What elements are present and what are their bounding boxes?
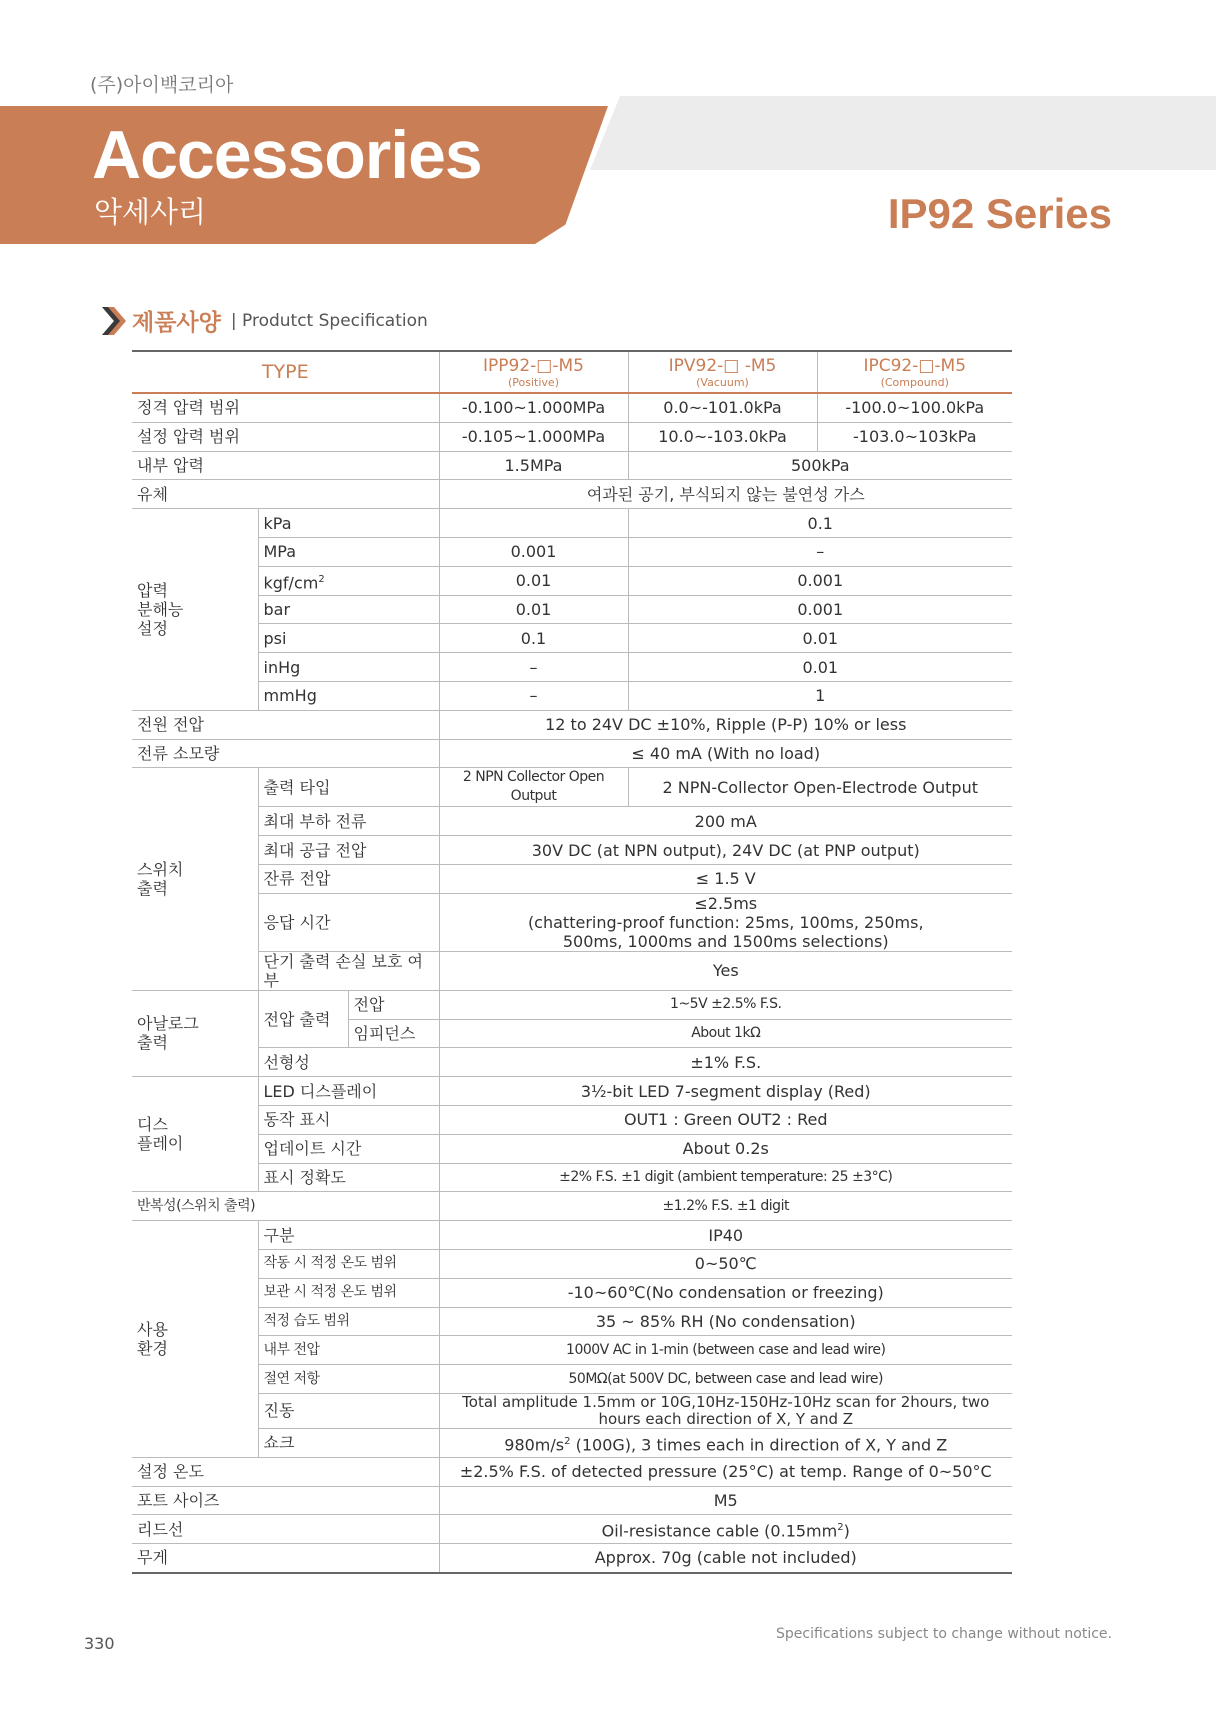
- table-row: 디스 플레이 LED 디스플레이 3½-bit LED 7-segment display (Red): [132, 1077, 1012, 1106]
- table-row: 업데이트 시간 About 0.2s: [132, 1134, 1012, 1163]
- table-row: 적정 습도 범위 35 ~ 85% RH (No condensation): [132, 1307, 1012, 1336]
- table-row: 스위치 출력 출력 타입 2 NPN Collector Open Output 2 NPN-Collector Open-Electrode Output: [132, 768, 1012, 807]
- chevron-right-icon: [102, 307, 126, 335]
- analog-category: 아날로그 출력: [132, 990, 258, 1076]
- banner-subtitle: 악세사리: [94, 195, 207, 229]
- table-row: 선형성 ±1% F.S.: [132, 1048, 1012, 1077]
- table-row: 반복성(스위치 출력) ±1.2% F.S. ±1 digit: [132, 1192, 1012, 1221]
- table-row: inHg – 0.01: [132, 653, 1012, 682]
- table-row: 전류 소모량 ≤ 40 mA (With no load): [132, 739, 1012, 768]
- model-ipv92: IPV92-□ -M5 (Vacuum): [628, 351, 817, 393]
- table-row: 정격 압력 범위 -0.100~1.000MPa 0.0~-101.0kPa -100.0~100.0kPa: [132, 393, 1012, 422]
- table-row: kgf/$cm^2$ 0.01 0.001: [132, 566, 1012, 595]
- table-row: 최대 공급 전압 30V DC (at NPN output), 24V DC (at PNP output): [132, 836, 1012, 865]
- table-row: mmHg – 1: [132, 681, 1012, 710]
- table-row: 내부 압력 1.5MPa 500kPa: [132, 451, 1012, 480]
- footer-notice: Specifications subject to change without notice.: [776, 1626, 1112, 1642]
- table-row: 임피던스 About 1kΩ: [132, 1019, 1012, 1048]
- table-row: 전원 전압 12 to 24V DC ±10%, Ripple (P-P) 10% or less: [132, 710, 1012, 739]
- table-row: 동작 표시 OUT1 : Green OUT2 : Red: [132, 1105, 1012, 1134]
- model-ipc92: IPC92-□-M5 (Compound): [817, 351, 1012, 393]
- table-row: 리드선 Oil-resistance cable $(0.15mm^2)$: [132, 1515, 1012, 1544]
- table-row: 사용 환경 구분 IP40: [132, 1221, 1012, 1250]
- table-row: 표시 정확도 ±2% F.S. ±1 digit (ambient temperature: 25 ±3°C): [132, 1163, 1012, 1192]
- table-row: 아날로그 출력 전압 출력 전압 1~5V ±2.5% F.S.: [132, 990, 1012, 1019]
- table-row: 작동 시 적정 온도 범위 0~50℃: [132, 1249, 1012, 1278]
- table-row: 설정 온도 ±2.5% F.S. of detected pressure (25°C) at temp. Range of 0~50°C: [132, 1457, 1012, 1486]
- display-category: 디스 플레이: [132, 1077, 258, 1192]
- page-number: 330: [84, 1634, 115, 1653]
- table-row: 응답 시간 ≤2.5ms (chattering-proof function: 25ms, 100ms, 250ms, 500ms, 1000ms and 1500ms selections): [132, 893, 1012, 951]
- table-row: 설정 압력 범위 -0.105~1.000MPa 10.0~-103.0kPa -103.0~103kPa: [132, 422, 1012, 451]
- table-row: 무게 Approx. 70g (cable not included): [132, 1544, 1012, 1573]
- table-header-row: [132, 351, 1012, 393]
- section-title-en: | Produtct Specification: [230, 310, 428, 331]
- table-row: 보관 시 적정 온도 범위 -10~60℃(No condensation or freezing): [132, 1278, 1012, 1307]
- table-row: 최대 부하 전류 200 mA: [132, 807, 1012, 836]
- table-row: MPa 0.001 –: [132, 537, 1012, 566]
- table-row: 압력 분해능 설정 kPa 0.1: [132, 509, 1012, 538]
- header-gray-band: [590, 96, 1216, 170]
- table-row: 잔류 전압 ≤ 1.5 V: [132, 864, 1012, 893]
- table-row: 진동 Total amplitude 1.5mm or 10G,10Hz-150Hz-10Hz scan for 2hours, two hours each direction of X, Y and Z: [132, 1393, 1012, 1428]
- table-row: 쇼크 $980m/s^2$ (100G), 3 times each in direction of X, Y and Z: [132, 1428, 1012, 1457]
- table-row: 절연 저항 50MΩ(at 500V DC, between case and lead wire): [132, 1365, 1012, 1394]
- type-header: TYPE: [132, 351, 439, 393]
- banner-title: Accessories: [92, 117, 482, 193]
- table-row: 포트 사이즈 M5: [132, 1486, 1012, 1515]
- table-row: bar 0.01 0.001: [132, 595, 1012, 624]
- model-ipp92: IPP92-□-M5 (Positive): [439, 351, 628, 393]
- table-row: 유체 여과된 공기, 부식되지 않는 불연성 가스: [132, 480, 1012, 509]
- table-row: psi 0.1 0.01: [132, 624, 1012, 653]
- section-heading: [102, 304, 428, 337]
- section-title-ko: 제품사양: [132, 310, 221, 336]
- table-row: 단기 출력 손실 보호 여부 Yes: [132, 951, 1012, 990]
- spec-table: [132, 350, 1012, 1574]
- table-row: 내부 전압 1000V AC in 1-min (between case and lead wire): [132, 1336, 1012, 1365]
- company-name: (주)아이백코리아: [90, 74, 234, 96]
- series-title: IP92 Series: [887, 190, 1112, 237]
- environment-category: 사용 환경: [132, 1221, 258, 1458]
- switch-category: 스위치 출력: [132, 768, 258, 990]
- resolution-category: 압력 분해능 설정: [132, 509, 258, 711]
